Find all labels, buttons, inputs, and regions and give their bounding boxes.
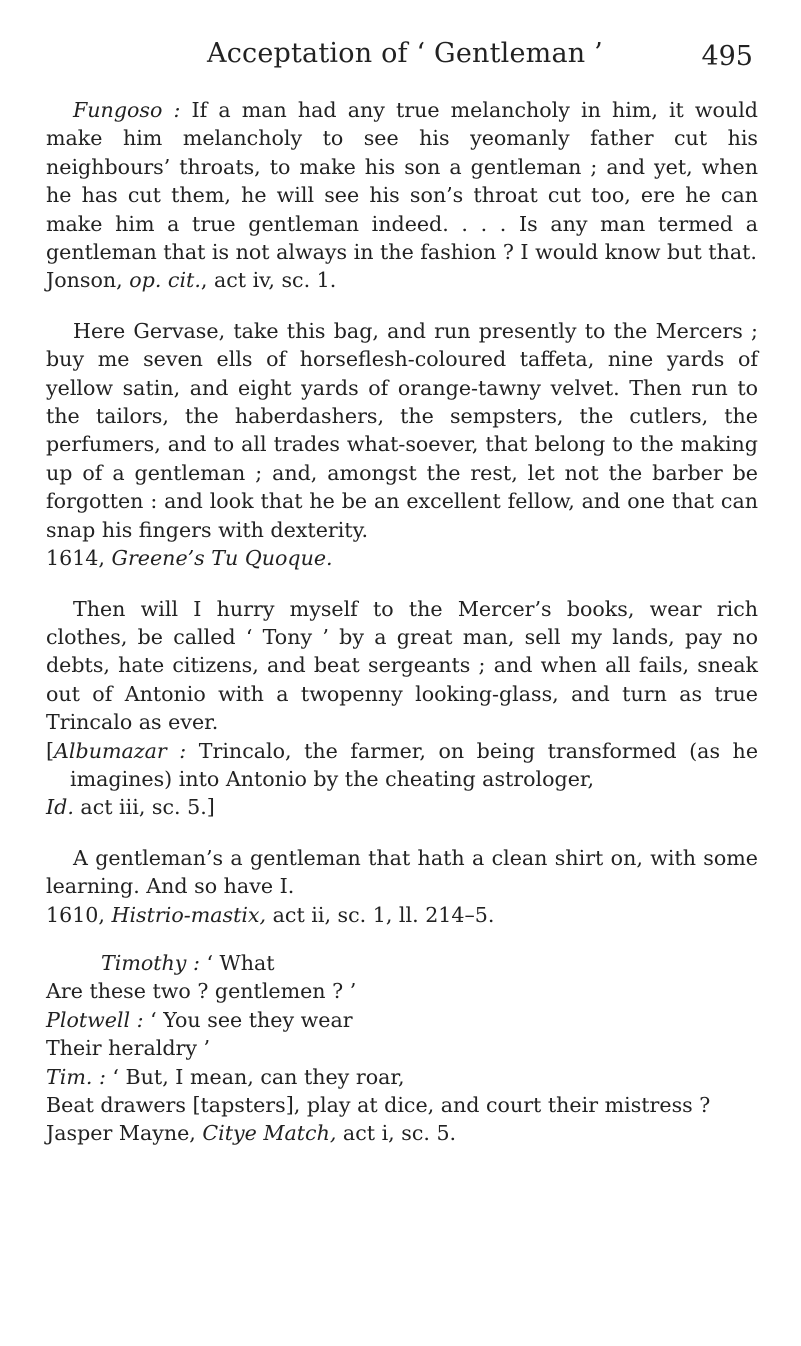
verse-line: Plotwell : ‘ You see they wear (46, 1007, 353, 1032)
editorial-note: [Albumazar : Trincalo, the farmer, on being transformed (as he imagines) into Antonio by the cheating astrologer, (46, 738, 759, 791)
quotation-gervase (46, 317, 758, 544)
verse-line: Timothy : ‘ What (101, 950, 275, 975)
verse-line: Beat drawers [tapsters], play at dice, and court their mistress ? (46, 1093, 711, 1117)
page-number: 495 (701, 41, 753, 72)
attribution: 1614, Greene’s Tu Quoque. (46, 546, 333, 571)
quotation-text: If a man had any true melancholy in him, it would make him melancholy to see his yeomanly father cut his neighbours’ throats, to make his son a gentleman ; and yet, when he has cut them, he will see his son’s throat cut too, ere he can make him a true gentleman indeed. . . . Is any man termed a gentleman that is not always in the fashion ? I would know but that. (46, 98, 758, 265)
quotation-text: A gentleman’s a gentleman that hath a clean shirt on, with some learning. And so have I. (46, 845, 758, 899)
quotation-histrio-mastix (46, 844, 758, 901)
speaker-name: Fungoso : (73, 98, 181, 122)
verse-line: Tim. : ‘ But, I mean, can they roar, (46, 1064, 405, 1089)
verse-quotation (46, 949, 758, 1148)
quotation-text: Here Gervase, take this bag, and run presently to the Mercers ; buy me seven ells of horseflesh-coloured taffeta, nine yards of yellow satin, and eight yards of orange-tawny velvet. Then run to the tailors, the haberdashers, the sempsters, the cutlers, the perfumers, and to all trades what-soever, that belong to the making up of a gentleman ; and, amongst the rest, let not the barber be forgotten : and look that he be an excellent fellow, and one that can snap his fingers with dexterity. (46, 318, 758, 542)
page-body (46, 96, 758, 1148)
running-head: Acceptation of ‘ Gentleman ’ (207, 38, 603, 69)
speaker-name: Plotwell : (46, 1007, 144, 1032)
verse-line: Their heraldry ’ (46, 1036, 211, 1061)
attribution: Jonson, op. cit., act iv, sc. 1. (46, 268, 337, 293)
attribution: Id. act iii, sc. 5.] (46, 795, 215, 820)
quotation-text: Then will I hurry myself to the Mercer’s books, wear rich clothes, be called ‘ Tony ’ by a great man, sell my lands, pay no debts, hate citizens, and beat sergeants ; and when all fails, sneak out of Antonio with a twopenny looking-glass, and turn as true Trincalo as ever. (46, 596, 758, 735)
speaker-name: Timothy : (101, 950, 200, 975)
quotation-fungoso (46, 96, 758, 266)
attribution: Jasper Mayne, Citye Match, act i, sc. 5. (46, 1121, 457, 1146)
attribution: 1610, Histrio-mastix, act ii, sc. 1, ll. 214–5. (46, 902, 495, 927)
speaker-name: Albumazar : (54, 738, 187, 763)
verse-line: Are these two ? gentlemen ? ’ (46, 979, 357, 1004)
speaker-name: Tim. : (46, 1064, 106, 1089)
page-header (0, 38, 801, 78)
quotation-trincalo (46, 595, 758, 737)
